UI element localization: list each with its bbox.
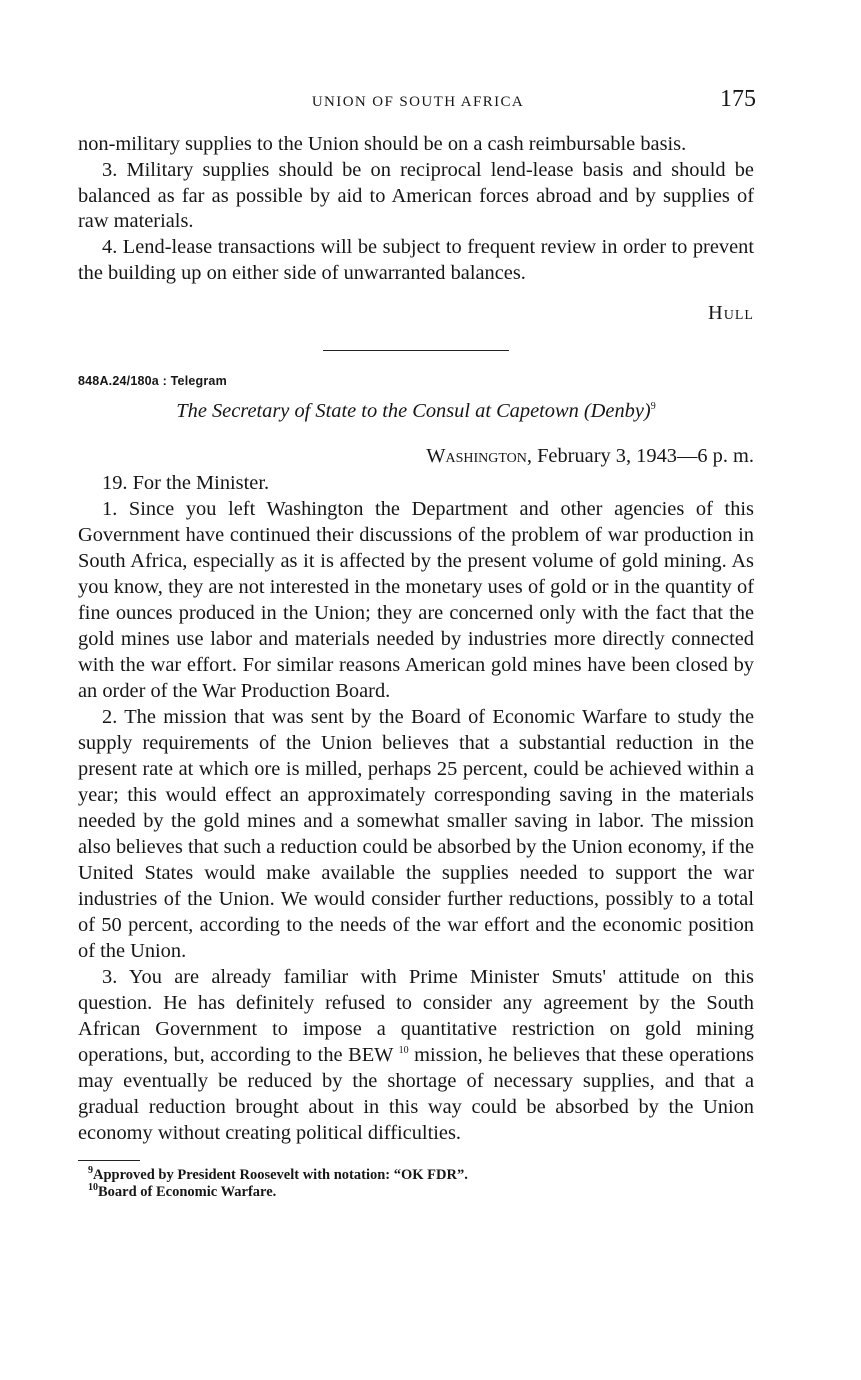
- footnote-9-text: Approved by President Roosevelt with notation: “OK FDR”.: [93, 1167, 468, 1184]
- running-head: [78, 88, 758, 118]
- footnote-ref-10: 10: [398, 1045, 409, 1057]
- item-3-paragraph: 3. Military supplies should be on reciprocal lend-lease basis and should be balanced as far as possible by aid to American forces abroad and by supplies of raw materials.: [78, 158, 754, 233]
- dateline-date: , February 3, 1943—6 p. m.: [526, 445, 754, 468]
- running-title: UNION OF SOUTH AFRICA: [311, 94, 525, 110]
- footnote-10-text: Board of Economic Warfare.: [98, 1184, 277, 1201]
- page-body: [78, 132, 754, 1201]
- paragraph-1: 1. Since you left Washington the Department and other agencies of this Government have continued their discussions of the problem of war production in South Africa, especially as it is affected by the present volume of gold mining. As you know, they are not interested in the monetary uses of gold or in the quantity of fine ounces produced in the Union; they are concerned only with the fact that the gold mines use labor and materials needed by industries more directly connected with the war effort. For similar reasons American gold mines have been closed by an order of the War Production Board.: [78, 498, 754, 703]
- signature: Hull: [708, 301, 754, 324]
- paragraph-3-text-b: mission, he believes that these operations may eventually be reduced by the shortage of necessary supplies, and that a gradual reduction brought about in this way could be absorbed by the Union economy without creating political difficulties.: [78, 1044, 754, 1145]
- dateline: [78, 444, 754, 470]
- document-heading: [78, 399, 754, 425]
- paragraph-3-text-a: 3. You are already familiar with Prime Minister Smuts' attitude on this question. He has definitely refused to consider any agreement by the South African Government to impose a quantitative restriction on gold mining operations, but, according to the BEW: [78, 966, 754, 1067]
- footnote-10: [78, 1184, 754, 1201]
- footnote-9: [78, 1167, 754, 1184]
- file-number: 848A.24/180a : Telegram: [78, 373, 227, 388]
- carryover-paragraph: non-military supplies to the Union should be on a cash reimbursable basis.: [78, 133, 687, 155]
- page-number: 175: [720, 86, 756, 112]
- paragraph-2: 2. The mission that was sent by the Board of Economic Warfare to study the supply requirements of the Union believes that a substantial reduction in the present rate at which ore is milled, perhaps 25 percent, could be achieved within a year; this would effect an approximately corresponding saving in the materials needed by the gold mines and a somewhat smaller saving in labor. The mission also believes that such a reduction could be absorbed by the Union economy, if the United States would make available the supplies needed to support the war industries of the Union. We would consider further reductions, possibly to a total of 50 percent, according to the needs of the war effort and the economic position of the Union.: [78, 706, 754, 963]
- footnote-9-mark: 9: [88, 1165, 93, 1177]
- footnote-rule: [78, 1160, 140, 1161]
- footnote-10-mark: 10: [88, 1182, 98, 1194]
- item-4-paragraph: 4. Lend-lease transactions will be subject to frequent review in order to prevent the building up on either side of unwarranted balances.: [78, 236, 754, 284]
- heading-text: The Secretary of State to the Consul at Capetown (Denby): [176, 399, 651, 422]
- opening-line: 19. For the Minister.: [102, 472, 270, 495]
- dateline-place: Washington: [426, 445, 527, 468]
- paragraph-3: [78, 964, 754, 1146]
- telegram-text: [78, 470, 754, 1146]
- section-divider: [323, 350, 509, 351]
- heading-footnote-ref: 9: [650, 400, 656, 412]
